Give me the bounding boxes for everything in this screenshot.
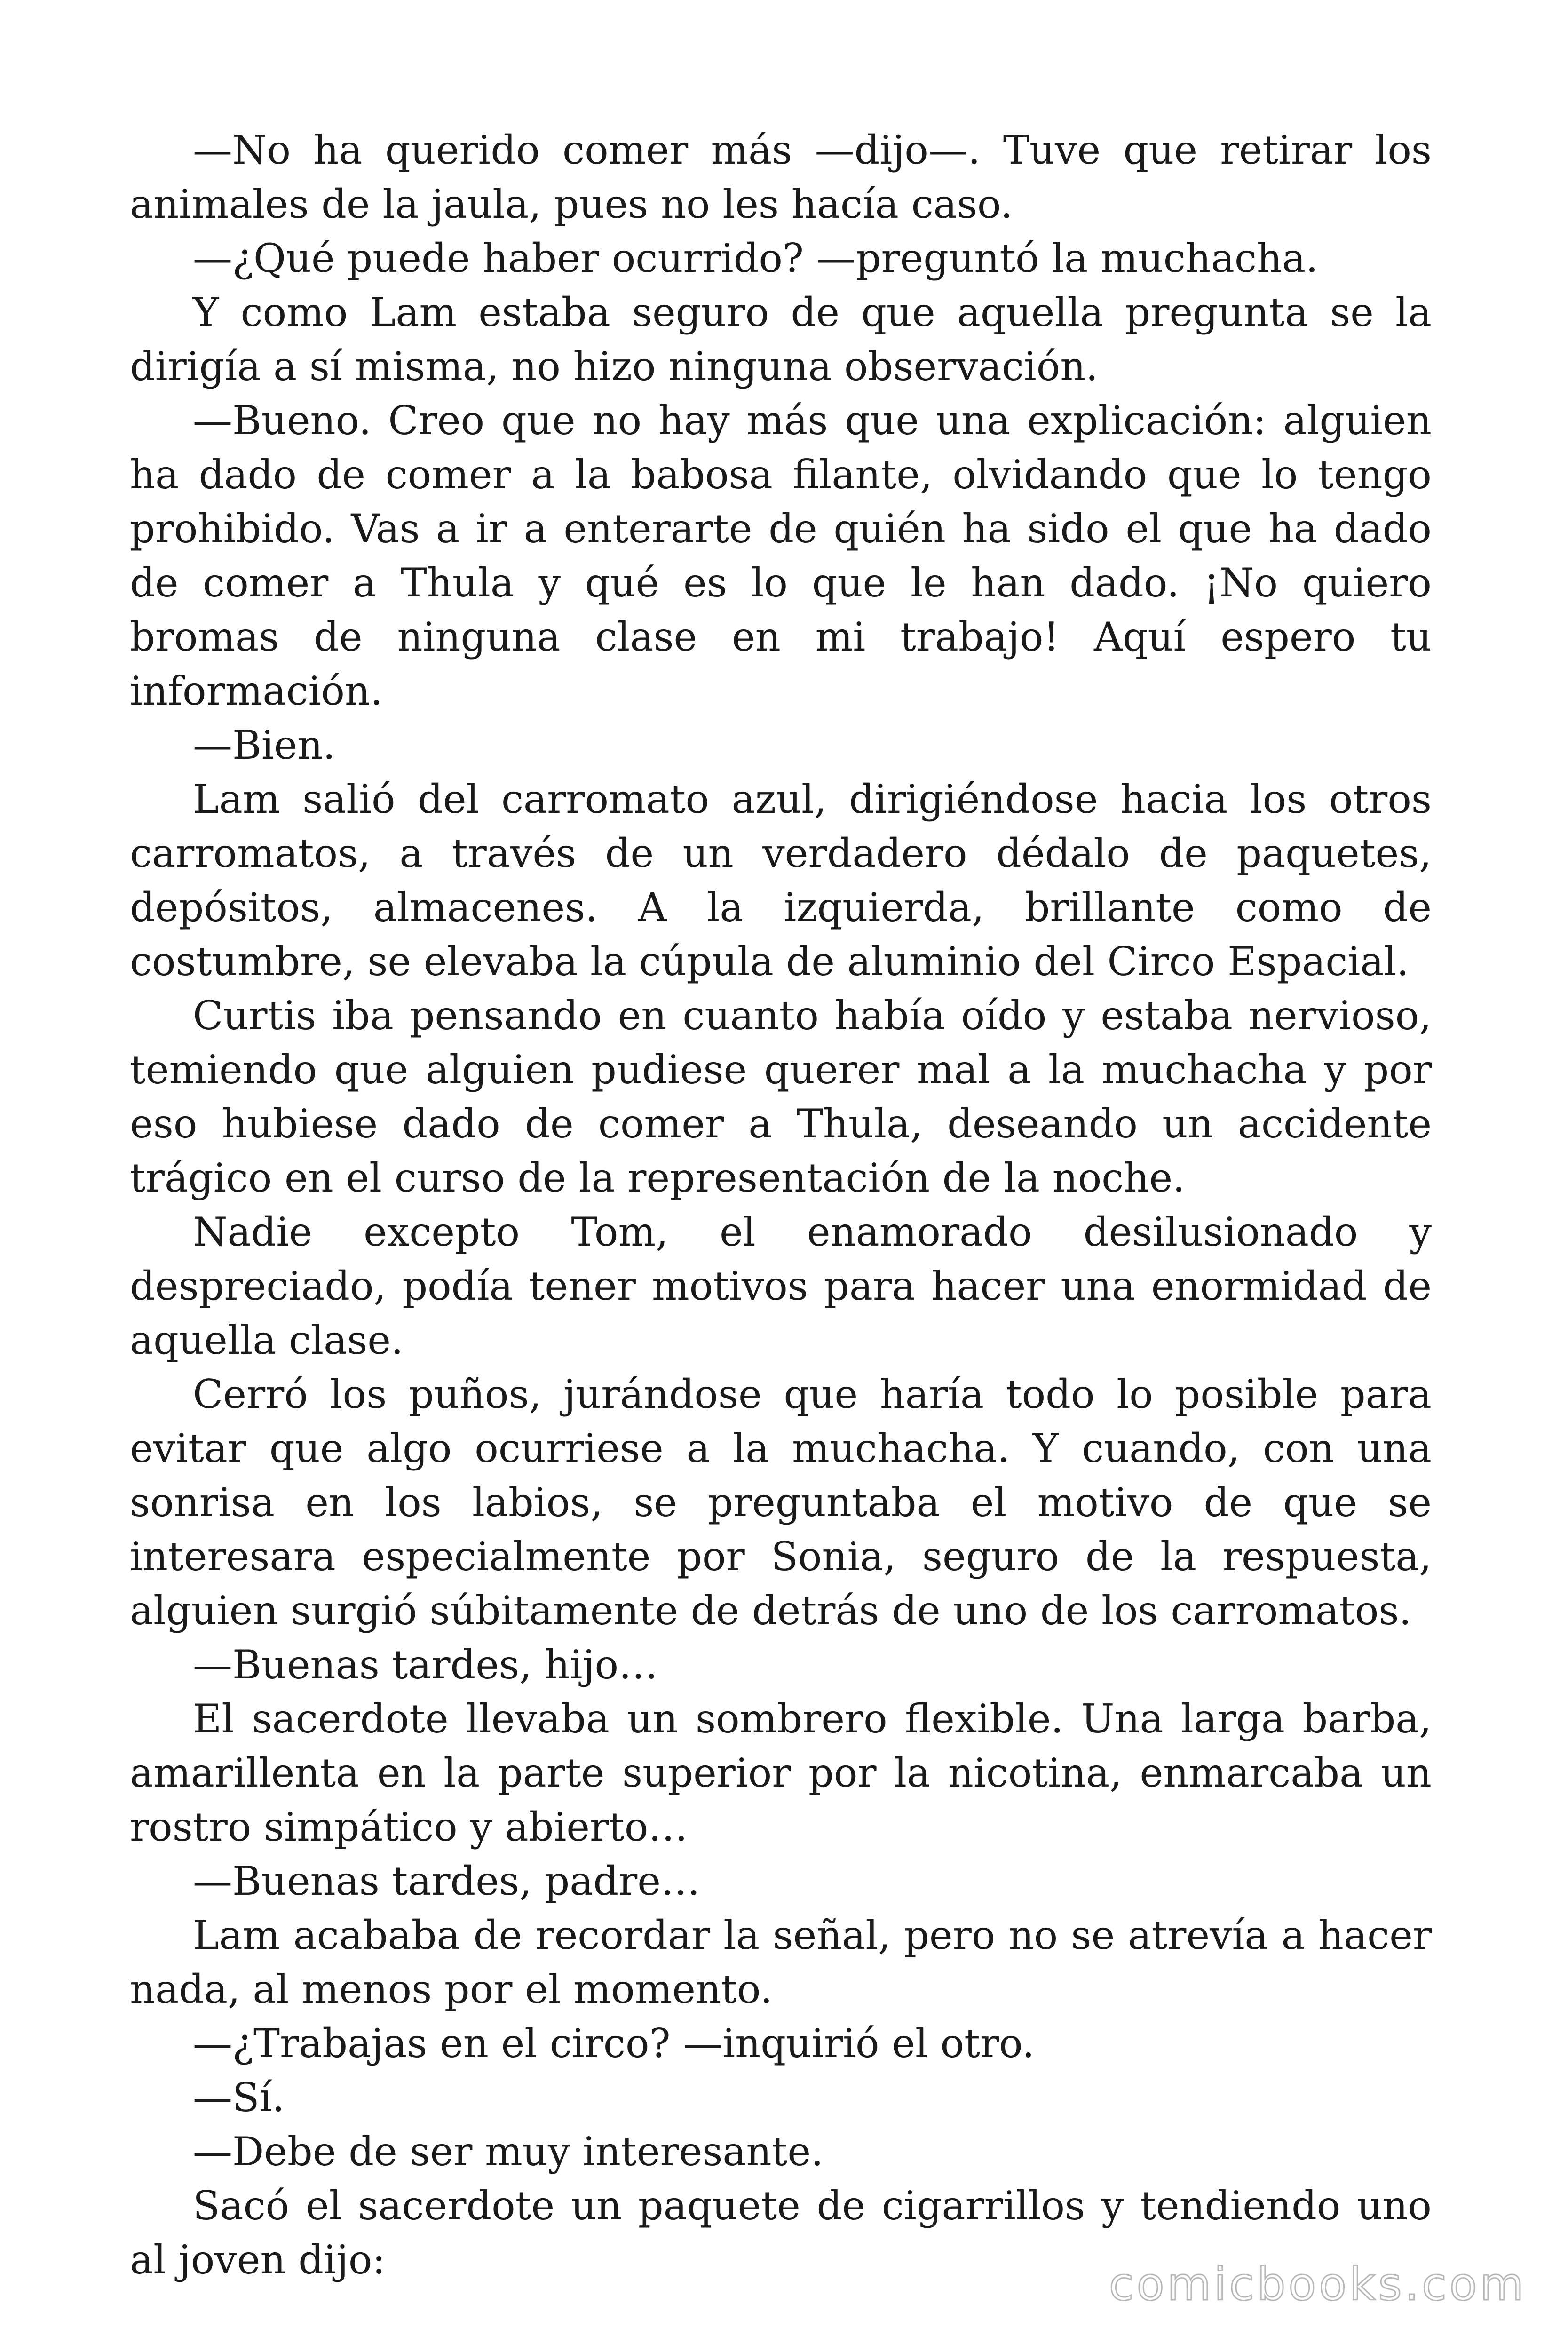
- paragraph: Y como Lam estaba seguro de que aquella pregunta se la dirigía a sí misma, no hizo ninguna observación.: [130, 289, 1432, 389]
- paragraph: Curtis iba pensando en cuanto había oído y estaba nervioso, temiendo que alguien pudiese querer mal a la muchacha y por eso hubiese dado de comer a Thula, deseando un accidente trágico en el curso de la representación de la noche.: [130, 993, 1432, 1201]
- paragraph: Nadie excepto Tom, el enamorado desilusionado y despreciado, podía tener motivos para hacer una enormidad de aquella clase.: [130, 1209, 1432, 1363]
- paragraph: —No ha querido comer más —dijo—. Tuve que retirar los animales de la jaula, pues no les hacía caso.: [130, 127, 1432, 227]
- paragraph: —Bien.: [193, 722, 336, 768]
- paragraph: El sacerdote llevaba un sombrero flexible. Una larga barba, amarillenta en la parte superior por la nicotina, enmarcaba un rostro simpático y abierto…: [130, 1696, 1432, 1850]
- watermark: comicbooks.com: [1109, 2258, 1527, 2311]
- paragraph: —Debe de ser muy interesante.: [193, 2129, 824, 2175]
- paragraph: Cerró los puños, jurándose que haría todo lo posible para evitar que algo ocurriese a la muchacha. Y cuando, con una sonrisa en los labios, se preguntaba el motivo de que se interesara especialmente por Sonia, seguro de la respuesta, alguien surgió súbitamente de detrás de uno de los carromatos.: [130, 1371, 1432, 1634]
- paragraph: —Buenas tardes, padre…: [193, 1858, 700, 1904]
- paragraph: Lam acababa de recordar la señal, pero no se atrevía a hacer nada, al menos por el momento.: [130, 1912, 1432, 2012]
- page-text: [130, 123, 1432, 2287]
- paragraph: Lam salió del carromato azul, dirigiéndose hacia los otros carromatos, a través de un verdadero dédalo de paquetes, depósitos, almacenes. A la izquierda, brillante como de costumbre, se elevaba la cúpula de aluminio del Circo Espacial.: [130, 776, 1432, 985]
- paragraph: —¿Trabajas en el circo? —inquirió el otro.: [193, 2020, 1035, 2066]
- paragraph: —Bueno. Creo que no hay más que una explicación: alguien ha dado de comer a la babosa filante, olvidando que lo tengo prohibido. Vas a ir a enterarte de quién ha sido el que ha dado de comer a Thula y qué es lo que le han dado. ¡No quiero bromas de ninguna clase en mi trabajo! Aquí espero tu información.: [130, 397, 1432, 714]
- paragraph: —Sí.: [193, 2074, 285, 2121]
- paragraph: —¿Qué puede haber ocurrido? —preguntó la muchacha.: [193, 235, 1318, 281]
- paragraph: —Buenas tardes, hijo…: [193, 1642, 658, 1688]
- paragraph: Sacó el sacerdote un paquete de cigarrillos y tendiendo uno al joven dijo:: [130, 2183, 1432, 2283]
